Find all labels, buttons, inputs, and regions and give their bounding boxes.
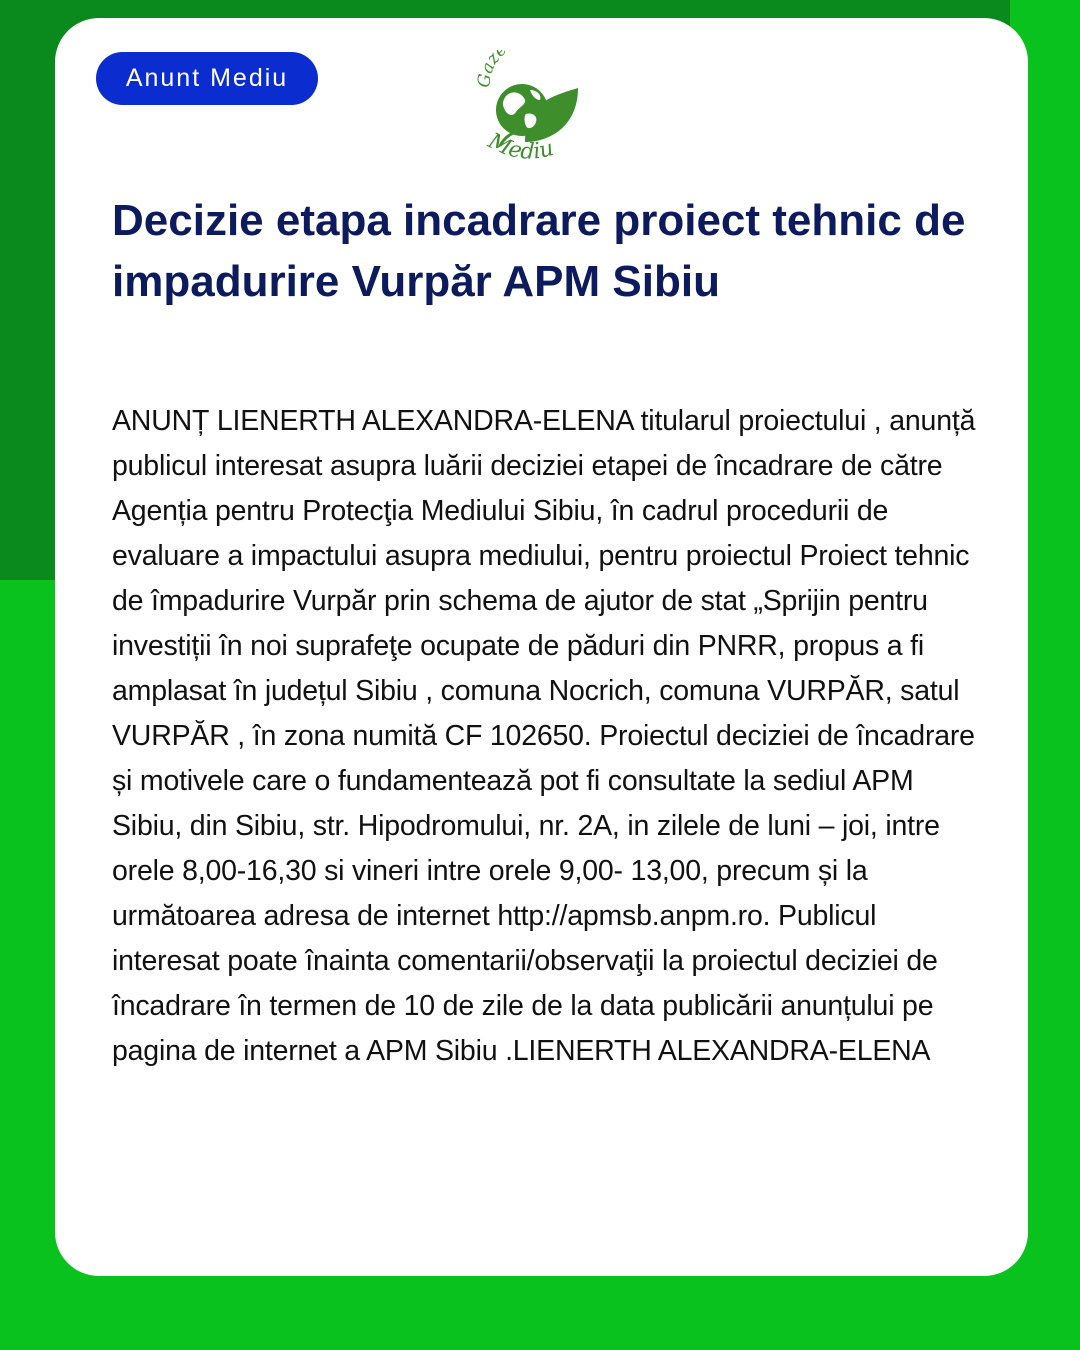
logo-text-top: Gaze xyxy=(474,50,511,89)
globe-leaf-icon xyxy=(470,50,590,175)
announcement-body: ANUNȚ LIENERTH ALEXANDRA-ELENA titularul proiectului , anunță publicul interesat asupra luării deciziei etapei de încadrare de către Agenția pentru Protecţia Mediului Sibiu, în cadrul procedurii de evaluare a impactului asupra mediului, pentru proiectul Proiect tehnic de împadurire Vurpăr prin schema de ajutor de stat „Sprijin pentru investiții în noi suprafeţe ocupate de păduri din PNRR, propus a fi amplasat în județul Sibiu , comuna Nocrich, comuna VURPĂR, satul VURPĂR , în zona numită CF 102650. Proiectul deciziei de încadrare și motivele care o fundamentează pot fi consultate la sediul APM Sibiu, din Sibiu, str. Hipodromului, nr. 2A, in zilele de luni – joi, intre orele 8,00-16,30 si vineri intre orele 9,00- 13,00, precum și la următoarea adresa de internet http://apmsb.anpm.ro. Publicul interesat poate înainta comentarii/observaţii la proiectul deciziei de încadrare în termen de 10 de zile de la data publicării anunțului pe pagina de internet a APM Sibiu .LIENERTH ALEXANDRA-ELENA xyxy=(112,405,976,1067)
announcement-title: Decizie etapa incadrare proiect tehnic de impadurire Vurpăr APM Sibiu xyxy=(112,196,966,306)
category-badge[interactable]: Anunt Mediu xyxy=(96,52,318,105)
gazeta-de-mediu-logo xyxy=(470,50,590,175)
logo-text-bottom: Mediu xyxy=(484,128,557,165)
